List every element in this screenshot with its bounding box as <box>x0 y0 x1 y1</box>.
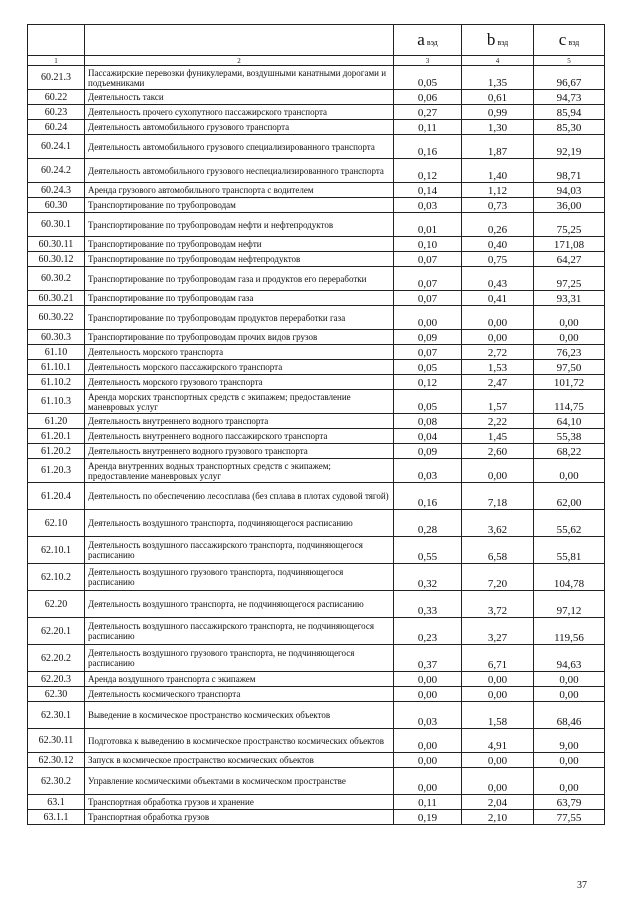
header-b: b вэд <box>462 25 534 56</box>
a-value-cell: 0,14 <box>394 183 462 198</box>
code-cell: 61.10.3 <box>28 390 85 414</box>
name-cell: Деятельность воздушного транспорта, подчиняющегося расписанию <box>85 510 394 537</box>
a-value-cell: 0,05 <box>394 360 462 375</box>
a-value-cell: 0,05 <box>394 390 462 414</box>
name-cell: Транспортирование по трубопроводам нефти и нефтепродуктов <box>85 213 394 237</box>
code-cell: 60.21.3 <box>28 66 85 90</box>
code-cell: 62.20 <box>28 591 85 618</box>
c-value-cell: 85,30 <box>534 120 605 135</box>
code-cell: 61.20.1 <box>28 429 85 444</box>
b-value-cell: 2,60 <box>462 444 534 459</box>
name-cell: Деятельность воздушного грузового транспорта, не подчиняющегося расписанию <box>85 645 394 672</box>
b-value-cell: 2,72 <box>462 345 534 360</box>
a-value-cell: 0,00 <box>394 306 462 330</box>
name-cell: Деятельность морского транспорта <box>85 345 394 360</box>
c-value-cell: 64,27 <box>534 252 605 267</box>
a-value-cell: 0,55 <box>394 537 462 564</box>
b-value-cell: 3,72 <box>462 591 534 618</box>
column-number: 2 <box>85 56 394 66</box>
header-c: c вэд <box>534 25 605 56</box>
code-cell: 61.10.2 <box>28 375 85 390</box>
a-value-cell: 0,27 <box>394 105 462 120</box>
a-value-cell: 0,11 <box>394 120 462 135</box>
c-value-cell: 96,67 <box>534 66 605 90</box>
code-cell: 60.30.22 <box>28 306 85 330</box>
a-value-cell: 0,09 <box>394 330 462 345</box>
code-cell: 60.30.12 <box>28 252 85 267</box>
c-value-cell: 97,12 <box>534 591 605 618</box>
c-value-cell: 36,00 <box>534 198 605 213</box>
table-row <box>28 537 605 564</box>
b-value-cell: 4,91 <box>462 729 534 753</box>
table-row <box>28 306 605 330</box>
code-cell: 60.30 <box>28 198 85 213</box>
c-value-cell: 101,72 <box>534 375 605 390</box>
a-value-cell: 0,07 <box>394 345 462 360</box>
name-cell: Запуск в космическое пространство космических объектов <box>85 753 394 768</box>
a-value-cell: 0,11 <box>394 795 462 810</box>
c-value-cell: 171,08 <box>534 237 605 252</box>
code-cell: 60.30.1 <box>28 213 85 237</box>
table-row <box>28 564 605 591</box>
b-value-cell: 0,00 <box>462 768 534 795</box>
table-row <box>28 618 605 645</box>
a-value-cell: 0,04 <box>394 429 462 444</box>
name-cell: Транспортирование по трубопроводам нефти <box>85 237 394 252</box>
c-value-cell: 68,22 <box>534 444 605 459</box>
b-value-cell: 1,45 <box>462 429 534 444</box>
table-row <box>28 510 605 537</box>
table-row <box>28 459 605 483</box>
code-cell: 60.24.2 <box>28 159 85 183</box>
b-value-cell: 1,57 <box>462 390 534 414</box>
table-row <box>28 375 605 390</box>
code-cell: 61.20.4 <box>28 483 85 510</box>
a-value-cell: 0,00 <box>394 768 462 795</box>
c-value-cell: 114,75 <box>534 390 605 414</box>
c-value-cell: 63,79 <box>534 795 605 810</box>
name-cell: Деятельность внутреннего водного пассажирского транспорта <box>85 429 394 444</box>
b-value-cell: 2,47 <box>462 375 534 390</box>
code-cell: 61.20.2 <box>28 444 85 459</box>
table-row <box>28 729 605 753</box>
name-cell: Деятельность воздушного грузового транспорта, подчиняющегося расписанию <box>85 564 394 591</box>
code-cell: 60.23 <box>28 105 85 120</box>
name-cell: Аренда морских транспортных средств с экипажем; предоставление маневровых услуг <box>85 390 394 414</box>
c-value-cell: 85,94 <box>534 105 605 120</box>
code-cell: 62.30.11 <box>28 729 85 753</box>
code-cell: 61.20.3 <box>28 459 85 483</box>
b-value-cell: 1,58 <box>462 702 534 729</box>
table-row <box>28 672 605 687</box>
table-row <box>28 414 605 429</box>
code-cell: 60.24 <box>28 120 85 135</box>
name-cell: Выведение в космическое пространство космических объектов <box>85 702 394 729</box>
code-cell: 60.30.2 <box>28 267 85 291</box>
b-value-cell: 0,00 <box>462 672 534 687</box>
code-cell: 62.30 <box>28 687 85 702</box>
name-cell: Деятельность по обеспечению лесосплава (без сплава в плотах судовой тягой) <box>85 483 394 510</box>
code-cell: 60.24.1 <box>28 135 85 159</box>
c-value-cell: 64,10 <box>534 414 605 429</box>
name-cell: Транспортирование по трубопроводам газа <box>85 291 394 306</box>
a-value-cell: 0,00 <box>394 672 462 687</box>
name-cell: Транспортирование по трубопроводам продуктов переработки газа <box>85 306 394 330</box>
b-value-cell: 0,99 <box>462 105 534 120</box>
table-row <box>28 330 605 345</box>
table-row <box>28 687 605 702</box>
c-value-cell: 77,55 <box>534 810 605 825</box>
c-value-cell: 94,63 <box>534 645 605 672</box>
name-cell: Деятельность такси <box>85 90 394 105</box>
code-cell: 62.20.2 <box>28 645 85 672</box>
a-value-cell: 0,19 <box>394 810 462 825</box>
name-cell: Управление космическими объектами в космическом пространстве <box>85 768 394 795</box>
c-value-cell: 94,03 <box>534 183 605 198</box>
code-cell: 60.30.3 <box>28 330 85 345</box>
code-cell: 62.20.1 <box>28 618 85 645</box>
c-value-cell: 94,73 <box>534 90 605 105</box>
c-value-cell: 97,50 <box>534 360 605 375</box>
b-value-cell: 0,41 <box>462 291 534 306</box>
table-row <box>28 702 605 729</box>
b-value-cell: 1,87 <box>462 135 534 159</box>
b-value-cell: 1,35 <box>462 66 534 90</box>
c-value-cell: 55,81 <box>534 537 605 564</box>
a-value-cell: 0,12 <box>394 375 462 390</box>
name-cell: Деятельность прочего сухопутного пассажирского транспорта <box>85 105 394 120</box>
name-cell: Транспортирование по трубопроводам газа и продуктов его переработки <box>85 267 394 291</box>
table-row <box>28 66 605 90</box>
table-row <box>28 105 605 120</box>
name-cell: Транспортирование по трубопроводам <box>85 198 394 213</box>
a-value-cell: 0,03 <box>394 198 462 213</box>
column-number: 4 <box>462 56 534 66</box>
header-row <box>28 25 605 56</box>
table-body <box>28 66 605 825</box>
name-cell: Транспортная обработка грузов и хранение <box>85 795 394 810</box>
code-cell: 60.30.21 <box>28 291 85 306</box>
code-cell: 60.22 <box>28 90 85 105</box>
a-value-cell: 0,03 <box>394 702 462 729</box>
code-cell: 63.1 <box>28 795 85 810</box>
table-row <box>28 90 605 105</box>
b-value-cell: 0,40 <box>462 237 534 252</box>
name-cell: Деятельность автомобильного грузового специализированного транспорта <box>85 135 394 159</box>
c-value-cell: 0,00 <box>534 672 605 687</box>
name-cell: Транспортирование по трубопроводам прочих видов грузов <box>85 330 394 345</box>
c-value-cell: 104,78 <box>534 564 605 591</box>
b-value-cell: 7,18 <box>462 483 534 510</box>
table-row <box>28 753 605 768</box>
a-value-cell: 0,07 <box>394 291 462 306</box>
a-value-cell: 0,00 <box>394 753 462 768</box>
name-cell: Пассажирские перевозки фуникулерами, воздушными канатными дорогами и подъемниками <box>85 66 394 90</box>
name-cell: Деятельность автомобильного грузового неспециализированного транспорта <box>85 159 394 183</box>
name-cell: Деятельность морского пассажирского транспорта <box>85 360 394 375</box>
c-value-cell: 0,00 <box>534 306 605 330</box>
b-value-cell: 0,43 <box>462 267 534 291</box>
c-value-cell: 93,31 <box>534 291 605 306</box>
table-row <box>28 213 605 237</box>
c-value-cell: 92,19 <box>534 135 605 159</box>
header-code <box>28 25 85 56</box>
name-cell: Деятельность автомобильного грузового транспорта <box>85 120 394 135</box>
c-value-cell: 9,00 <box>534 729 605 753</box>
column-number: 5 <box>534 56 605 66</box>
table-row <box>28 135 605 159</box>
table-row <box>28 267 605 291</box>
c-value-cell: 119,56 <box>534 618 605 645</box>
a-value-cell: 0,23 <box>394 618 462 645</box>
c-value-cell: 97,25 <box>534 267 605 291</box>
name-cell: Деятельность воздушного пассажирского транспорта, не подчиняющегося расписанию <box>85 618 394 645</box>
table-row <box>28 237 605 252</box>
b-value-cell: 0,00 <box>462 753 534 768</box>
b-value-cell: 2,22 <box>462 414 534 429</box>
c-value-cell: 98,71 <box>534 159 605 183</box>
name-cell: Деятельность внутреннего водного грузового транспорта <box>85 444 394 459</box>
b-value-cell: 1,30 <box>462 120 534 135</box>
a-value-cell: 0,09 <box>394 444 462 459</box>
b-value-cell: 0,61 <box>462 90 534 105</box>
b-value-cell: 2,04 <box>462 795 534 810</box>
a-value-cell: 0,05 <box>394 66 462 90</box>
a-value-cell: 0,08 <box>394 414 462 429</box>
table-row <box>28 795 605 810</box>
code-cell: 61.20 <box>28 414 85 429</box>
table-row <box>28 483 605 510</box>
b-value-cell: 0,26 <box>462 213 534 237</box>
c-value-cell: 0,00 <box>534 459 605 483</box>
b-value-cell: 7,20 <box>462 564 534 591</box>
b-value-cell: 0,75 <box>462 252 534 267</box>
name-cell: Деятельность внутреннего водного транспорта <box>85 414 394 429</box>
table-row <box>28 120 605 135</box>
b-value-cell: 1,40 <box>462 159 534 183</box>
page-number: 37 <box>577 880 587 891</box>
table-row <box>28 198 605 213</box>
column-number-row <box>28 56 605 66</box>
code-cell: 62.10.2 <box>28 564 85 591</box>
name-cell: Деятельность космического транспорта <box>85 687 394 702</box>
table-row <box>28 360 605 375</box>
code-cell: 62.10 <box>28 510 85 537</box>
code-cell: 62.30.2 <box>28 768 85 795</box>
c-value-cell: 55,62 <box>534 510 605 537</box>
code-cell: 60.24.3 <box>28 183 85 198</box>
table-row <box>28 159 605 183</box>
table-row <box>28 183 605 198</box>
b-value-cell: 1,53 <box>462 360 534 375</box>
name-cell: Деятельность воздушного пассажирского транспорта, подчиняющегося расписанию <box>85 537 394 564</box>
c-value-cell: 0,00 <box>534 687 605 702</box>
a-value-cell: 0,10 <box>394 237 462 252</box>
a-value-cell: 0,28 <box>394 510 462 537</box>
name-cell: Аренда грузового автомобильного транспорта с водителем <box>85 183 394 198</box>
table-row <box>28 810 605 825</box>
a-value-cell: 0,16 <box>394 483 462 510</box>
name-cell: Транспортирование по трубопроводам нефтепродуктов <box>85 252 394 267</box>
b-value-cell: 2,10 <box>462 810 534 825</box>
a-value-cell: 0,37 <box>394 645 462 672</box>
a-value-cell: 0,12 <box>394 159 462 183</box>
a-value-cell: 0,07 <box>394 252 462 267</box>
table-row <box>28 291 605 306</box>
b-value-cell: 0,00 <box>462 330 534 345</box>
a-value-cell: 0,07 <box>394 267 462 291</box>
coefficients-table <box>27 24 605 825</box>
b-value-cell: 0,00 <box>462 306 534 330</box>
name-cell: Транспортная обработка грузов <box>85 810 394 825</box>
name-cell: Подготовка к выведению в космическое пространство космических объектов <box>85 729 394 753</box>
code-cell: 60.30.11 <box>28 237 85 252</box>
code-cell: 63.1.1 <box>28 810 85 825</box>
a-value-cell: 0,32 <box>394 564 462 591</box>
a-value-cell: 0,06 <box>394 90 462 105</box>
a-value-cell: 0,16 <box>394 135 462 159</box>
code-cell: 61.10 <box>28 345 85 360</box>
code-cell: 62.10.1 <box>28 537 85 564</box>
column-number: 3 <box>394 56 462 66</box>
c-value-cell: 68,46 <box>534 702 605 729</box>
name-cell: Деятельность воздушного транспорта, не подчиняющегося расписанию <box>85 591 394 618</box>
c-value-cell: 76,23 <box>534 345 605 360</box>
c-value-cell: 75,25 <box>534 213 605 237</box>
a-value-cell: 0,03 <box>394 459 462 483</box>
table-row <box>28 390 605 414</box>
header-a: a вэд <box>394 25 462 56</box>
b-value-cell: 0,00 <box>462 459 534 483</box>
name-cell: Деятельность морского грузового транспорта <box>85 375 394 390</box>
name-cell: Аренда воздушного транспорта с экипажем <box>85 672 394 687</box>
column-number: 1 <box>28 56 85 66</box>
table-row <box>28 429 605 444</box>
b-value-cell: 0,00 <box>462 687 534 702</box>
b-value-cell: 3,62 <box>462 510 534 537</box>
code-cell: 62.30.1 <box>28 702 85 729</box>
b-value-cell: 6,71 <box>462 645 534 672</box>
c-value-cell: 0,00 <box>534 330 605 345</box>
code-cell: 62.20.3 <box>28 672 85 687</box>
table-row <box>28 768 605 795</box>
b-value-cell: 3,27 <box>462 618 534 645</box>
b-value-cell: 1,12 <box>462 183 534 198</box>
name-cell: Аренда внутренних водных транспортных средств с экипажем; предоставление маневровых услуг <box>85 459 394 483</box>
a-value-cell: 0,00 <box>394 687 462 702</box>
table-row <box>28 345 605 360</box>
b-value-cell: 0,73 <box>462 198 534 213</box>
code-cell: 61.10.1 <box>28 360 85 375</box>
c-value-cell: 62,00 <box>534 483 605 510</box>
table-row <box>28 252 605 267</box>
a-value-cell: 0,01 <box>394 213 462 237</box>
table-row <box>28 591 605 618</box>
table-row <box>28 645 605 672</box>
c-value-cell: 0,00 <box>534 768 605 795</box>
header-name <box>85 25 394 56</box>
a-value-cell: 0,00 <box>394 729 462 753</box>
code-cell: 62.30.12 <box>28 753 85 768</box>
b-value-cell: 6,58 <box>462 537 534 564</box>
c-value-cell: 55,38 <box>534 429 605 444</box>
a-value-cell: 0,33 <box>394 591 462 618</box>
table-row <box>28 444 605 459</box>
c-value-cell: 0,00 <box>534 753 605 768</box>
